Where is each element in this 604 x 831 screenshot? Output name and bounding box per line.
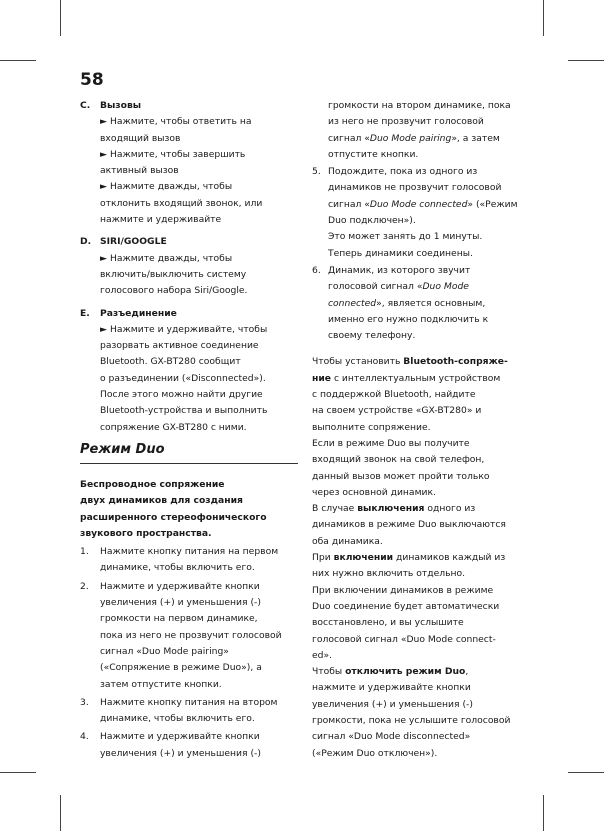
text-line: Подождите, пока из одного из [328,166,478,178]
text-run: динамиков каждый из [393,552,506,564]
text-line: Нажмите и удерживайте кнопки [100,580,260,592]
text-line: ► Нажмите, чтобы завершить [100,148,246,160]
paragraph-power-off [312,501,526,550]
step-number: 5. [312,166,321,178]
text-line: Duo подключен»). [328,215,416,227]
text-line: динамике, чтобы включить его. [100,562,255,574]
text-line: восстановлено, и вы услышите [312,617,464,629]
step-3 [80,695,298,728]
text-line: После этого можно найти другие [100,389,263,401]
step-number: 4. [80,731,89,743]
text-line: сопряжение GX-BT280 с ними. [100,421,247,433]
text-line: динамиков в режиме Duo выключаются [312,519,506,531]
section-title: Вызовы [100,100,142,111]
text-line: оба динамика. [312,535,383,547]
page-number: 58 [80,70,104,90]
emphasis: ние [312,372,332,384]
duo-mode-subheading [80,477,298,542]
text-line: них нужно включить отдельно. [312,568,466,580]
section-disconnect [80,306,298,436]
text-line: ► Нажмите дважды, чтобы [100,181,233,193]
text-line: расширенного стереофонического [80,511,267,523]
step-4 [80,729,298,762]
text-line [328,296,526,312]
text-line: ► Нажмите, чтобы ответить на [100,116,252,128]
paragraph-auto-reconnect [312,583,526,664]
text-run: голосовой сигнал « [328,281,423,293]
paragraph-bluetooth-pairing [312,354,526,435]
crop-mark-tl-horizontal [0,60,36,61]
text-line [312,664,526,680]
section-calls [80,98,298,228]
text-run: с интеллектуальным устройством [331,372,501,384]
text-line: через основной динамик. [312,486,436,498]
right-column [312,98,526,762]
text-line [312,501,526,517]
text-line: активный вызов [100,165,179,177]
text-run: », является основным, [376,297,486,309]
voice-prompt: Duo Mode connected [369,198,468,210]
text-line: ed». [312,649,333,661]
text-line: на своем устройстве «GX-BT280» и [312,405,482,417]
text-line: Bluetooth-устройства и выполнить [100,405,268,417]
text-line: двух динамиков для создания [80,495,243,507]
text-line: данный вызов может пройти только [312,470,490,482]
step-number: 1. [80,546,89,558]
text-line: громкости на первом динамике, [100,613,258,625]
step-4-continued [312,98,526,163]
text-line: ► Нажмите дважды, чтобы [100,252,233,264]
text-line: включить/выключить систему [100,268,247,280]
text-line [328,197,526,213]
text-line: нажмите и удерживайте кнопки [312,682,471,694]
step-number: 3. [80,696,89,708]
paragraph-power-on [312,550,526,583]
text-run: Чтобы установить [312,356,404,368]
crop-mark-tr-vertical [543,0,544,36]
emphasis: отключить режим Duo [345,666,466,678]
emphasis: выключения [357,503,425,515]
step-1 [80,544,298,577]
text-line: из него не прозвучит голосовой [328,116,484,128]
paragraph-incoming-call [312,436,526,501]
text-run: сигнал « [328,198,370,210]
text-line: нажмите и удерживайте [100,214,222,226]
text-line: («Сопряжение в режиме Duo»), а [100,662,262,674]
text-line: выполните сопряжение. [312,421,431,433]
text-line: («Режим Duo отключен»). [312,747,438,759]
text-line: входящий звонок на свой телефон, [312,454,485,466]
section-label: C. [80,100,91,111]
text-line: Это может занять до 1 минуты. [328,231,483,243]
text-line [312,354,526,370]
text-line: увеличения (+) и уменьшения (-) [312,698,473,710]
text-run: сигнал « [328,132,370,144]
text-line [328,131,526,147]
text-line: Bluetooth. GX-BT280 сообщит [100,356,241,368]
step-6 [312,263,526,344]
text-line: сигнал «Duo Mode disconnected» [312,731,471,743]
text-run: , [465,666,469,678]
text-line: увеличения (+) и уменьшения (-) [100,597,261,609]
text-line: голосового набора Siri/Google. [100,285,248,297]
step-5 [312,164,526,262]
text-run: Чтобы [312,666,346,678]
text-line: Нажмите и удерживайте кнопки [100,731,260,743]
text-line: о разъединении («Disconnected»). [100,372,266,384]
text-line: затем отпустите кнопки. [100,678,222,690]
emphasis: Bluetooth-сопряже- [403,356,508,368]
text-line: громкости на втором динамике, пока [328,100,511,111]
text-line: именно его нужно подключить к [328,313,489,325]
text-run: одного из [424,503,476,515]
crop-mark-tr-horizontal [568,60,604,61]
text-line: звукового пространства. [80,527,212,539]
text-line: с поддержкой Bluetooth, найдите [312,389,476,401]
text-run: », а затем [451,132,500,144]
text-line: разорвать активное соединение [100,340,259,352]
text-run: В случае [312,503,358,515]
text-line: входящий вызов [100,132,181,144]
left-column [80,98,298,762]
crop-mark-br-horizontal [568,772,604,773]
text-line: Duo соединение будет автоматически [312,600,500,612]
voice-prompt: connected [328,297,377,309]
text-line: голосовой сигнал «Duo Mode connect- [312,633,496,645]
duo-mode-heading: Режим Duo [80,441,298,464]
text-line: увеличения (+) и уменьшения (-) [100,747,261,759]
text-line: сигнал «Duo Mode pairing» [100,645,229,657]
crop-mark-br-vertical [543,795,544,831]
text-line: отклонить входящий звонок, или [100,197,263,209]
text-line: ► Нажмите и удерживайте, чтобы [100,323,268,335]
section-title: Разъединение [100,307,177,319]
text-line: При включении динамиков в режиме [312,584,494,596]
text-run: » («Режим [467,198,518,210]
text-line: своему телефону. [328,330,416,342]
crop-mark-bl-horizontal [0,772,36,773]
step-number: 6. [312,264,321,276]
text-line: Беспроводное сопряжение [80,478,225,490]
voice-prompt: Duo Mode [422,281,469,293]
text-line: Если в режиме Duo вы получите [312,437,470,449]
section-siri-google [80,234,298,299]
text-line: динамиков не прозвучит голосовой [328,182,502,194]
emphasis: включении [333,552,394,564]
crop-mark-tl-vertical [60,0,61,36]
text-line: пока из него не прозвучит голосовой [100,629,282,641]
text-line [312,371,526,387]
text-line: громкости, пока не услышите голосовой [312,714,511,726]
section-label: D. [80,236,92,248]
text-line: отпустите кнопки. [328,148,419,160]
section-label: E. [80,307,90,319]
paragraph-disable-duo [312,664,526,762]
crop-mark-bl-vertical [60,795,61,831]
step-number: 2. [80,580,89,592]
text-line: Теперь динамики соединены. [328,247,473,259]
text-line: Динамик, из которого звучит [328,264,471,276]
text-line: динамике, чтобы включить его. [100,713,255,725]
text-line: Нажмите кнопку питания на первом [100,546,279,558]
step-2 [80,579,298,693]
section-title: SIRI/GOOGLE [100,236,167,248]
text-line: Нажмите кнопку питания на втором [100,696,278,708]
text-line [312,550,526,566]
text-run: При [312,552,334,564]
voice-prompt: Duo Mode pairing [369,132,452,144]
text-line [328,279,526,295]
